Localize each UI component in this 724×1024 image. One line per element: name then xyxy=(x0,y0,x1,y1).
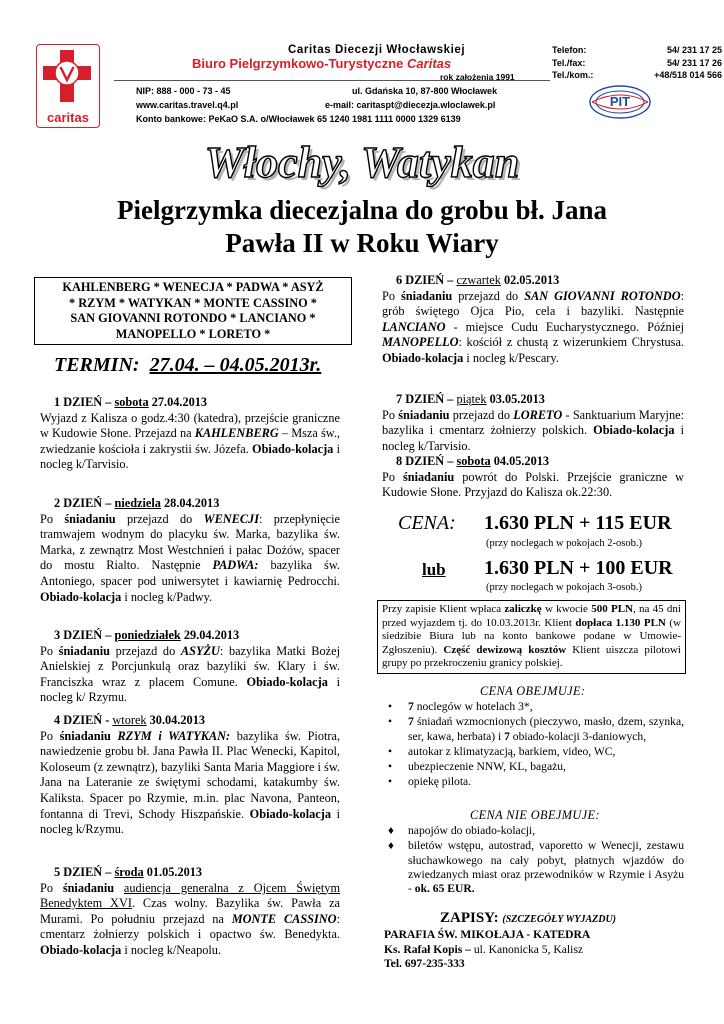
list-item: ♦ biletów wstępu, autostrad, vaporetto w Wenecji, zestawu słuchawkowego na cały pobyt, płatnych wjazdów do zwiedzanych miast oraz przewodników w Rzymie i Asyżu - ok. 65 EUR. xyxy=(388,839,684,896)
trip-dates xyxy=(54,354,321,377)
day-heading: 2 DZIEŃ – niedziela 28.04.2013 xyxy=(54,496,220,510)
office-address: ul. Gdańska 10, 87-800 Włocławek xyxy=(352,86,498,96)
termin-label: TERMIN: xyxy=(54,354,140,376)
bullet-icon: • xyxy=(388,700,393,713)
day-7: 7 DZIEŃ – piątek 03.05.2013 Po śniadaniu przejazd do LORETO - Sanktuarium Maryjne: bazylika i cmentarz żołnierzy polskich. Obiado-kolacja i nocleg k/Tarvisio. xyxy=(382,392,685,453)
list-item: • 7 noclegów w hotelach 3*, xyxy=(388,700,533,713)
day-3: 3 DZIEŃ – poniedziałek 29.04.2013 Po śniadaniu przejazd do ASYŻU: bazylika Matki Bożej Anielskiej z Porcjunkulą oraz bazyliki św. Klary i św. Franciszka wraz z placem Comune. Obiado-kolacja i nocleg k/ Rzymu. xyxy=(40,628,340,705)
contact-mobile: Tel./kom.: +48/518 014 566 xyxy=(552,70,722,80)
organization-name: Caritas Diecezji Włocławskiej xyxy=(288,44,466,56)
registration-contact xyxy=(384,928,590,972)
list-item: • opiekę pilota. xyxy=(388,775,472,789)
registration-heading xyxy=(440,910,616,927)
office-name-brand: Caritas xyxy=(407,56,452,71)
price-option-1: 1.630 PLN + 115 EUR xyxy=(484,512,672,534)
contact-fax: Tel./fax: 54/ 231 17 26 xyxy=(552,57,722,68)
page-subtitle xyxy=(40,194,684,260)
office-name-prefix: Biuro Pielgrzymkowo-Turystyczne xyxy=(192,56,404,71)
bullet-icon: • xyxy=(388,760,393,774)
caritas-logo xyxy=(36,44,100,128)
route-box xyxy=(34,277,352,345)
route-line: * RZYM * WATYKAN * MONTE CASSINO * xyxy=(69,295,317,310)
caritas-cross-icon xyxy=(41,48,93,106)
founded-year: rok założenia 1991 xyxy=(440,72,515,82)
subtitle-line-1: Pielgrzymka diecezjalna do grobu bł. Jana xyxy=(117,195,607,225)
email-link[interactable]: e-mail: caritaspt@diecezja.wloclawek.pl xyxy=(325,100,496,110)
contact-phone: Telefon: 54/ 231 17 25 xyxy=(552,45,722,55)
price-or-label: lub xyxy=(422,560,446,579)
diamond-bullet-icon: ♦ xyxy=(388,839,394,853)
zapisy-details: (SZCZEGÓŁY WYJAZDU) xyxy=(502,914,616,925)
priest-line: Ks. Rafał Kopis – ul. Kanonicka 5, Kalisz xyxy=(384,942,584,956)
day-5: 5 DZIEŃ – środa 01.05.2013 Po śniadaniu audiencja generalna z Ojcem Świętym Benedyktem XVI. Czas wolny. Bazylika św. Pawła za Murami. Po południu przejazd na MONTE CASSINO: cmentarz żołnierzy polskich i opactwo św. Benedykta. Obiado-kolacja i nocleg k/Neapolu. xyxy=(40,865,341,957)
subtitle-line-2: Pawła II w Roku Wiary xyxy=(225,228,499,258)
day-heading: 8 DZIEŃ – sobota 04.05.2013 xyxy=(396,454,550,468)
list-item: • ubezpieczenie NNW, KL, bagażu, xyxy=(388,760,566,774)
includes-list xyxy=(384,700,684,791)
parish-name: PARAFIA ŚW. MIKOŁAJA - KATEDRA xyxy=(384,928,591,941)
day-heading: 3 DZIEŃ – poniedziałek 29.04.2013 xyxy=(54,628,240,642)
phone-contacts xyxy=(552,44,722,82)
bullet-icon: • xyxy=(388,775,393,789)
excludes-heading: CENA NIE OBEJMUJE: xyxy=(470,808,600,822)
payment-terms-box: Przy zapisie Klient wpłaca zaliczkę w kwocie 500 PLN, na 45 dni przed wyjazdem tj. do 10.03.2013r. Klient dopłaca 1.130 PLN (w siedzibie Biura lub na konto bankowe podane w Umowie- Zgłoszeniu). Część dewizową kosztów Klient uiszcza pilotowi grupy po przekroczeniu granicy polskiej. xyxy=(377,600,686,674)
website-link[interactable]: www.caritas.travel.q4.pl xyxy=(136,100,239,110)
price-option-2: 1.630 PLN + 100 EUR xyxy=(484,557,673,579)
day-1: 1 DZIEŃ – sobota 27.04.2013 Wyjazd z Kalisza o godz.4:30 (katedra), przejście graniczne w Kudowie Słone. Przejazd na KAHLENBERG – Msza św., zwiedzanie kościoła i zakrystii św. Józefa. Obiado-kolacja i nocleg k/Tarvisio. xyxy=(40,395,341,472)
excludes-list xyxy=(384,824,684,897)
day-heading: 6 DZIEŃ – czwartek 02.05.2013 xyxy=(396,273,560,287)
termin-dates: 27.04. – 04.05.2013r. xyxy=(149,354,322,376)
header-divider xyxy=(114,80,550,81)
nip-number: NIP: 888 - 000 - 73 - 45 xyxy=(136,86,231,96)
bank-account: Konto bankowe: PeKaO S.A. o/Włocławek 65 1240 1981 1111 0000 1329 6139 xyxy=(136,114,461,124)
list-item: • 7 śniadań wzmocnionych (pieczywo, masło, dzem, szynka, ser, kawa, herbata) i 7 obiado-kolacji 3-daniowych, xyxy=(388,715,684,743)
contact-phone-number: Tel. 697-235-333 xyxy=(384,957,465,970)
pit-logo xyxy=(588,84,652,120)
list-item: ♦ napojów do obiado-kolacji, xyxy=(388,824,536,837)
day-heading: 1 DZIEŃ – sobota 27.04.2013 xyxy=(54,395,208,409)
day-8: 8 DZIEŃ – sobota 04.05.2013 Po śniadaniu powrót do Polski. Przejście graniczne w Kudowie Słone. Przyjazd do Kalisza ok.22:30. xyxy=(382,454,684,500)
day-2: 2 DZIEŃ – niedziela 28.04.2013 Po śniadaniu przejazd do WENECJI: przepłynięcie tramwajem wodnym do placyku św. Marka, bazylika św. Marka, z zewnątrz Most Westchnień i pałac Dożów, spacer do mostu Rialto. Następnie PADWA: bazylika św. Antoniego, spacer pod uniwersytet i kawiarnię Pedrocchi. Obiado-kolacja i nocleg k/Padwy. xyxy=(40,496,340,604)
route-line: MANOPELLO * LORETO * xyxy=(115,326,271,341)
day-heading: 5 DZIEŃ – środa 01.05.2013 xyxy=(54,865,203,879)
day-4: 4 DZIEŃ - wtorek 30.04.2013 Po śniadaniu RZYM i WATYKAN: bazylika św. Piotra, nawiedzenie grobu bł. Jana Pawła II. Plac Wenecki, Kapitol, Koloseum (z zewnątrz), bazyliki Santa Maria Maggiore i św. Jana na Lateranie ze świętymi schodami, katakumby św. Kaliksta. Spacer po Rzymie, m.in. plac Navona, Panteon, fontanna di Trevi, Schody Hiszpańskie. Obiado-kolacja i nocleg k/Rzymu. xyxy=(40,713,341,837)
logo-text: caritas xyxy=(47,110,89,125)
office-name xyxy=(192,56,451,71)
route-line: SAN GIOVANNI ROTONDO * LANCIANO * xyxy=(70,311,316,325)
price-label: CENA: xyxy=(398,512,456,534)
zapisy-label: ZAPISY: xyxy=(440,910,499,926)
list-item: • autokar z klimatyzacją, barkiem, video, WC, xyxy=(388,744,616,758)
route-line: KAHLENBERG * WENECJA * PADWA * ASYŻ xyxy=(62,280,324,294)
page-title: Włochy, Watykan xyxy=(204,138,520,187)
day-6: 6 DZIEŃ – czwartek 02.05.2013 Po śniadaniu przejazd do SAN GIOVANNI ROTONDO: grób świętego Ojca Pio, cela i bazyliki. Następnie LANCIANO - miejsce Cudu Eucharystycznego. Później MANOPELLO: kościół z chustą z wizerunkiem Chrystusa. Obiado-kolacja i nocleg k/Pescary. xyxy=(382,273,684,365)
bullet-icon: • xyxy=(388,744,393,758)
day-heading: 7 DZIEŃ – piątek 03.05.2013 xyxy=(396,392,545,406)
price-option-1-note: (przy noclegach w pokojach 2-osob.) xyxy=(486,538,642,549)
price-option-2-note: (przy noclegach w pokojach 3-osob.) xyxy=(486,582,642,593)
day-heading: 4 DZIEŃ - wtorek 30.04.2013 xyxy=(54,713,205,727)
bullet-icon: • xyxy=(388,715,393,729)
diamond-bullet-icon: ♦ xyxy=(388,824,394,837)
includes-heading: CENA OBEJMUJE: xyxy=(480,684,586,698)
pit-logo-text: PIT xyxy=(609,94,631,109)
